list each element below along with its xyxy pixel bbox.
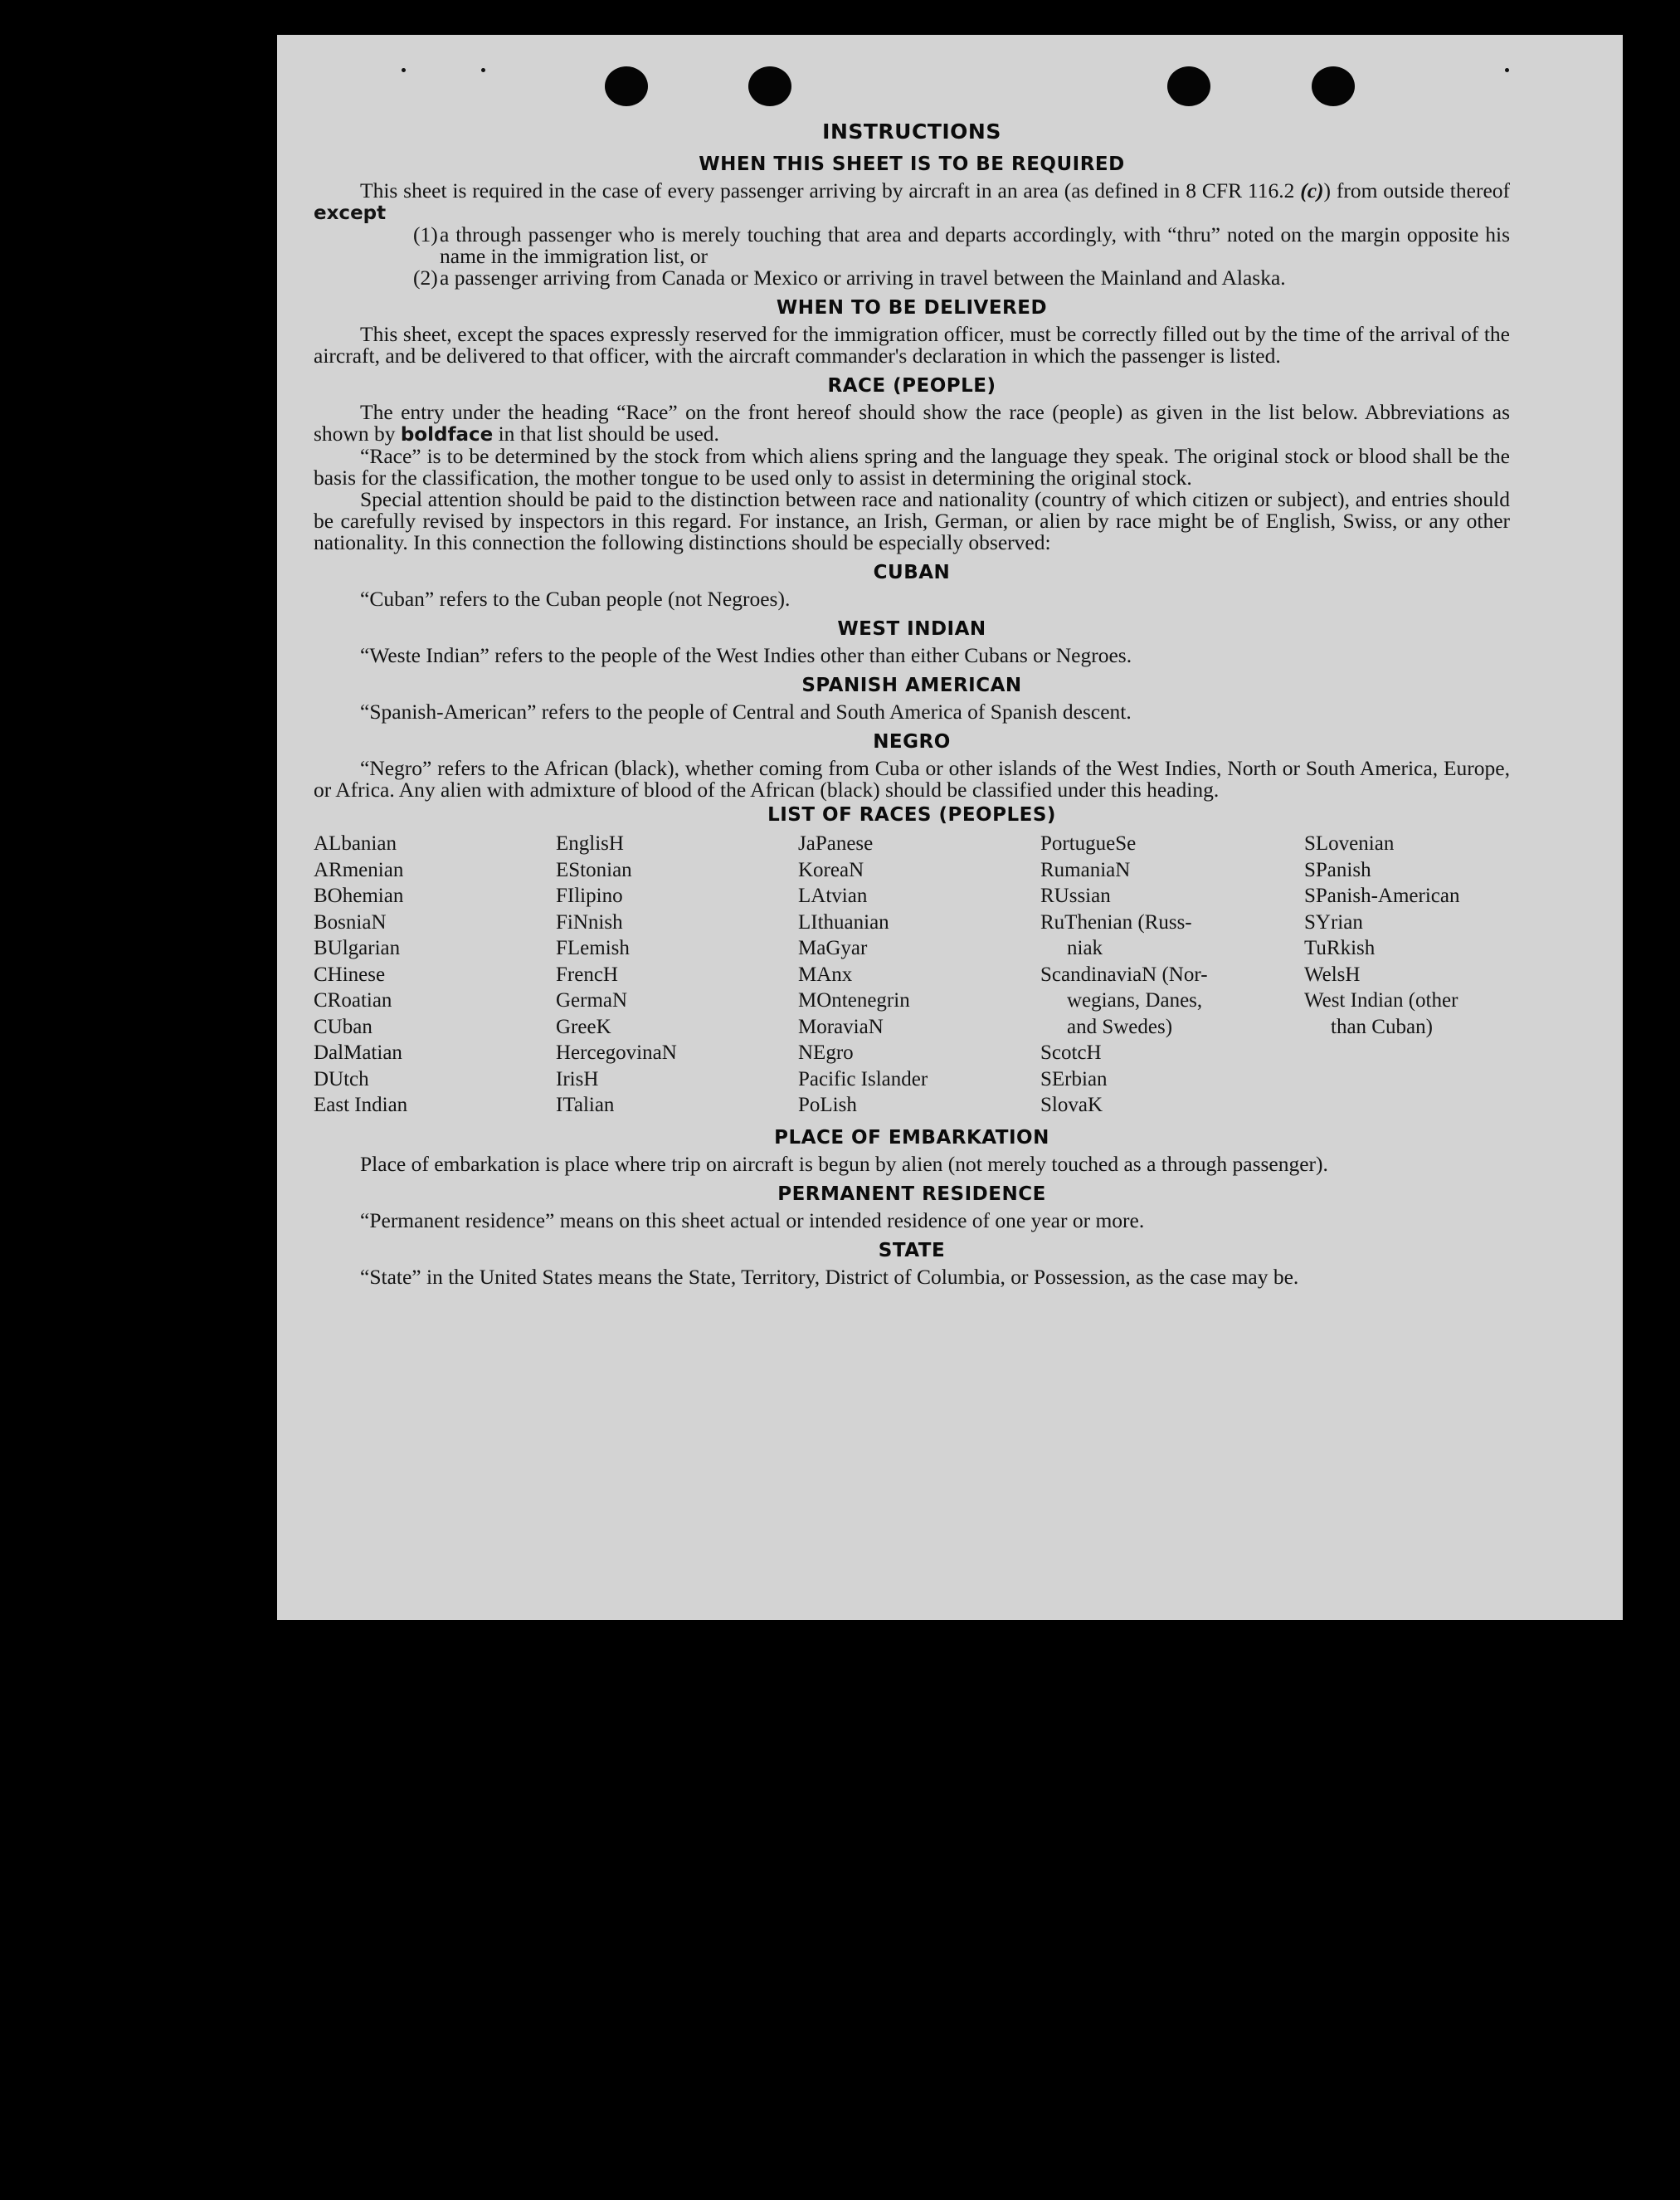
races-column bbox=[556, 831, 798, 1119]
race-paragraph-2: “Race” is to be determined by the stock from which aliens spring and the language they speak. The original stock or blood shall be the basis for the classification, the mother tongue to be used only to assist in determining the original stock. bbox=[314, 444, 1510, 490]
race-entry: LIthuanian bbox=[798, 910, 889, 934]
section-heading-state: STATE bbox=[878, 1239, 946, 1261]
race-entry: MoraviaN bbox=[798, 1015, 884, 1038]
race-entry: FiNnish bbox=[556, 910, 623, 934]
punch-hole bbox=[605, 66, 648, 106]
section-heading-embarkation: PLACE OF EMBARKATION bbox=[774, 1126, 1049, 1149]
races-column bbox=[1304, 831, 1512, 1119]
race-entry: PoLish bbox=[798, 1094, 857, 1116]
required-intro: This sheet is required in the case of every passenger arriving by aircraft in an area (as defined in 8 CFR 116.2 (c)) from outside thereof except bbox=[314, 178, 1511, 224]
race-entry: NEgro bbox=[798, 1041, 854, 1064]
spanish-american-text: “Spanish-American” refers to the people of Central and South America of Spanish descent. bbox=[360, 700, 1132, 724]
race-entry: GermaN bbox=[556, 989, 628, 1012]
race-entry: CRoatian bbox=[314, 989, 392, 1012]
race-entry: ALbanian bbox=[314, 832, 397, 855]
race-entry: TuRkish bbox=[1304, 937, 1376, 959]
race-entry: BUlgarian bbox=[314, 937, 401, 959]
required-item-1: (1) a through passenger who is merely touching that area and departs accordingly, with “thru” noted on the margin opposite his name in the immigration list, or bbox=[413, 222, 1510, 268]
section-heading-spanish-american: SPANISH AMERICAN bbox=[801, 675, 1022, 696]
section-heading-negro: NEGRO bbox=[873, 731, 951, 753]
race-paragraph-3: Special attention should be paid to the distinction between race and nationality (country of which citizen or subject), and entries should be carefully revised by inspectors in this regard. For instance, an Irish, German, or alien by race might be of English, Swiss, or any other nationality. In this connection the following distinctions should be especially observed: bbox=[314, 487, 1510, 554]
race-entry: CHinese bbox=[314, 963, 386, 986]
race-entry: FrencH bbox=[556, 963, 618, 986]
race-entry-continued: than Cuban) bbox=[1331, 1015, 1433, 1038]
race-entry: DUtch bbox=[314, 1067, 369, 1090]
race-entry: ARmenian bbox=[314, 858, 404, 881]
race-entry: ScandinaviaN (Nor- bbox=[1040, 963, 1208, 986]
race-entry: EnglisH bbox=[556, 832, 624, 855]
race-entry: ScotcH bbox=[1040, 1041, 1102, 1064]
required-item-2: (2) a passenger arriving from Canada or Mexico or arriving in travel between the Mainland and Alaska. bbox=[413, 266, 1286, 290]
race-entry: DalMatian bbox=[314, 1041, 402, 1064]
race-entry: MaGyar bbox=[798, 937, 868, 959]
punch-hole bbox=[1167, 66, 1210, 106]
race-entry: PortugueSe bbox=[1040, 832, 1137, 855]
race-entry: MAnx bbox=[798, 963, 853, 986]
races-list bbox=[314, 831, 1510, 1119]
west-indian-text: “Weste Indian” refers to the people of the West Indies other than either Cubans or Negroes. bbox=[360, 643, 1132, 667]
residence-text: “Permanent residence” means on this sheet actual or intended residence of one year or more. bbox=[360, 1207, 1145, 1232]
race-entry: BosniaN bbox=[314, 910, 387, 934]
race-entry: Pacific Islander bbox=[798, 1067, 928, 1090]
races-column bbox=[1040, 831, 1304, 1119]
race-entry: SPanish-American bbox=[1304, 885, 1460, 907]
race-paragraph-1: The entry under the heading “Race” on the front hereof should show the race (people) as given in the list below. Abbreviations as shown by boldface in that list should be used. bbox=[314, 400, 1510, 446]
race-entry: RuThenian (Russ- bbox=[1040, 910, 1192, 934]
race-entry: RUssian bbox=[1040, 885, 1111, 907]
race-entry: ITalian bbox=[556, 1094, 615, 1116]
race-entry: WelsH bbox=[1304, 963, 1361, 986]
race-entry: FIlipino bbox=[556, 885, 623, 907]
race-entry: HercegovinaN bbox=[556, 1041, 677, 1064]
race-entry: MOntenegrin bbox=[798, 989, 910, 1012]
race-entry: SPanish bbox=[1304, 858, 1371, 881]
race-entry: SlovaK bbox=[1040, 1094, 1103, 1116]
page-title: INSTRUCTIONS bbox=[822, 120, 1001, 144]
race-entry: BOhemian bbox=[314, 885, 404, 907]
race-entry: West Indian (other bbox=[1304, 989, 1458, 1012]
delivered-text: This sheet, except the spaces expressly reserved for the immigration officer, must be correctly filled out by the time of the arrival of the aircraft, and be delivered to that officer, with the aircraft commander's declaration in which the passenger is listed. bbox=[314, 322, 1510, 368]
race-entry: EStonian bbox=[556, 858, 632, 881]
races-column bbox=[314, 831, 556, 1119]
speck bbox=[402, 68, 406, 72]
instructions-content bbox=[314, 120, 1510, 1288]
document-sheet bbox=[277, 35, 1623, 1620]
section-heading-west-indian: WEST INDIAN bbox=[837, 618, 986, 640]
section-heading-race: RACE (PEOPLE) bbox=[827, 375, 996, 397]
section-heading-list-of-races: LIST OF RACES (PEOPLES) bbox=[767, 804, 1056, 826]
race-entry: SYrian bbox=[1304, 910, 1363, 934]
race-entry: SLovenian bbox=[1304, 832, 1395, 855]
race-entry: GreeK bbox=[556, 1015, 611, 1038]
speck bbox=[481, 68, 485, 72]
race-entry-continued: and Swedes) bbox=[1067, 1015, 1173, 1038]
state-text: “State” in the United States means the State, Territory, District of Columbia, or Possession, as the case may be. bbox=[360, 1264, 1299, 1289]
races-column bbox=[798, 831, 1040, 1119]
section-heading-cuban: CUBAN bbox=[873, 562, 951, 583]
cuban-text: “Cuban” refers to the Cuban people (not Negroes). bbox=[360, 587, 791, 611]
speck bbox=[1505, 68, 1509, 72]
race-entry: FLemish bbox=[556, 937, 630, 959]
punch-hole bbox=[1312, 66, 1355, 106]
race-entry: KoreaN bbox=[798, 858, 864, 881]
punch-hole bbox=[748, 66, 791, 106]
race-entry: IrisH bbox=[556, 1067, 599, 1090]
race-entry: LAtvian bbox=[798, 885, 868, 907]
section-heading-residence: PERMANENT RESIDENCE bbox=[777, 1183, 1046, 1205]
race-entry-continued: niak bbox=[1067, 937, 1103, 959]
race-entry: SErbian bbox=[1040, 1067, 1108, 1090]
section-heading-required: WHEN THIS SHEET IS TO BE REQUIRED bbox=[699, 154, 1125, 175]
embarkation-text: Place of embarkation is place where trip on aircraft is begun by alien (not merely touched as a through passenger). bbox=[360, 1151, 1328, 1176]
race-entry: JaPanese bbox=[798, 832, 874, 855]
race-entry: East Indian bbox=[314, 1094, 408, 1116]
section-heading-delivered: WHEN TO BE DELIVERED bbox=[776, 297, 1048, 319]
race-entry: CUban bbox=[314, 1015, 373, 1038]
race-entry-continued: wegians, Danes, bbox=[1067, 989, 1203, 1012]
race-entry: RumaniaN bbox=[1040, 858, 1131, 881]
negro-text: “Negro” refers to the African (black), whether coming from Cuba or other islands of the West Indies, North or South America, Europe, or Africa. Any alien with admixture of blood of the African (black) should be classified under this heading. bbox=[314, 756, 1510, 802]
